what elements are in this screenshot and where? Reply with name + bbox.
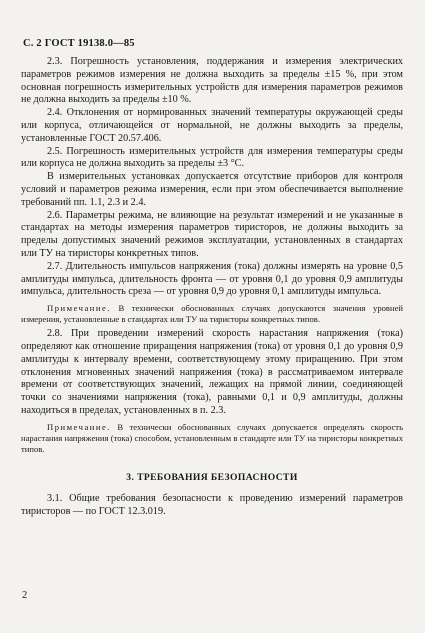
note-1-label: Примечание. <box>47 303 111 314</box>
paragraph-2-5-continued: В измерительных установках допускается отсутствие приборов для контроля условий и параметров режима измерения, если при этом обеспечивается выполнение требований пп. 1.1, 2.3 и 2.4. <box>21 171 403 208</box>
note-1-text: В технически обоснованных случаях допускаются значения уровней измерения, установленные в стандартах или ТУ на тиристоры конкретных типов. <box>21 303 403 325</box>
section-3-title: 3. ТРЕБОВАНИЯ БЕЗОПАСНОСТИ <box>126 471 298 483</box>
paragraph-3-1: 3.1. Общие требования безопасности к проведению измерений параметров тиристоров — по ГОСТ 12.3.019. <box>21 492 403 517</box>
note-2-label: Примечание. <box>47 421 111 432</box>
note-2 <box>21 422 403 455</box>
page-header: С. 2 ГОСТ 19138.0—85 <box>23 38 135 49</box>
document-body <box>21 56 403 518</box>
note-1 <box>21 303 403 325</box>
paragraph-2-4: 2.4. Отклонения от нормированных значений температуры окружающей среды или корпуса, отличающейся от нормальной, не должны выходить за пределы, установленные ГОСТ 20.57.406. <box>21 107 403 144</box>
paragraph-2-3: 2.3. Погрешность установления, поддержания и измерения электрических параметров режимов измерения не должна выходить за пределы ±15 %, при этом основная погрешность измерительных устройств для измерения параметров режимов не должна выходить за пределы ±10 %. <box>21 56 403 106</box>
paragraph-2-6: 2.6. Параметры режима, не влияющие на результат измерений и не указанные в стандартах на методы измерения параметров тиристоров, не должны выходить за пределы допустимых значений режимов эксплуатации, установленных в стандартах или ТУ на тиристоры конкретных типов. <box>21 209 403 259</box>
paragraph-2-7: 2.7. Длительность импульсов напряжения (тока) должны измерять на уровне 0,5 амплитуды импульса, длительность фронта — от уровня 0,1 до уровня 0,9 амплитуды импульса, длительность среза — от уровня 0,9 до уровня 0,1 амплитуды импульса. <box>21 260 403 298</box>
paragraph-2-8: 2.8. При проведении измерений скорость нарастания напряжения (тока) определяют как отношение приращения напряжения (тока) от уровня 0,1 до уровня 0,9 амплитуды к интервалу времени, соответствующему этому приращению. При этом отклонения мгновенных значений напряжения (тока) в рассматриваемом интервале времени от соответствующих значений, лежащих на прямой линии, соединяющей точки со значениями напряжения (тока), равными 0,1 и 0,9 амплитуды, должны находиться в пределах, установленных в п. 2.3. <box>21 328 403 416</box>
note-2-text: В технически обоснованных случаях допускается определять скорость нарастания напряжения (тока) способом, установленным в стандарте или ТУ на тиристоры конкретных типов. <box>21 421 403 454</box>
page-number: 2 <box>22 590 28 601</box>
paragraph-2-5: 2.5. Погрешность измерительных устройств для измерения температуры среды или корпуса не должна выходить за пределы ±3 °С. <box>21 145 403 170</box>
